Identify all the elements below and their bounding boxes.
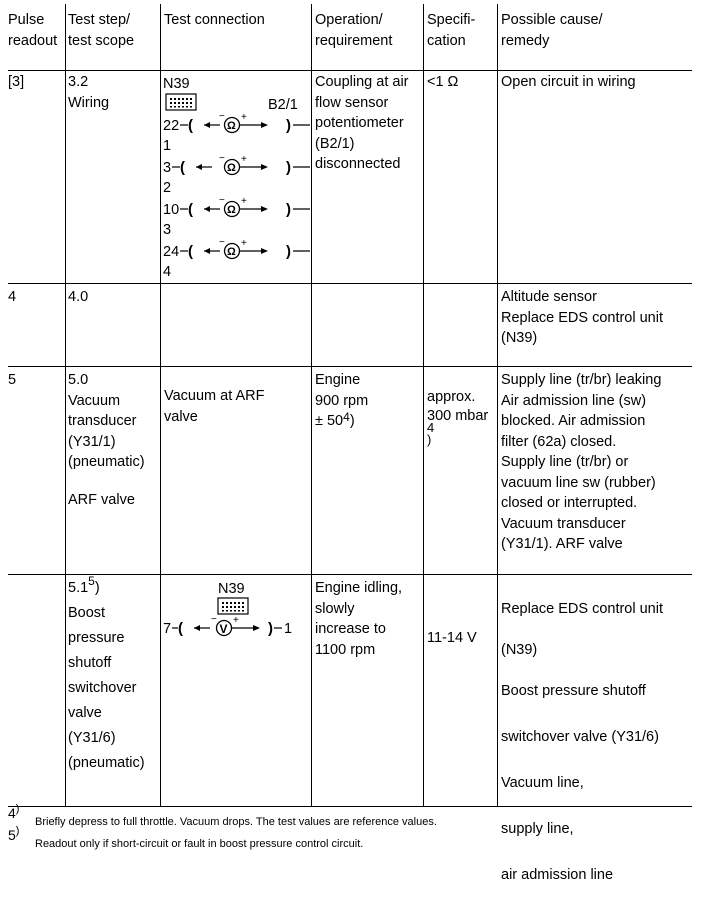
row3-test-step: 5.0 Vacuum transducer (Y31/1) (pneumatic) xyxy=(68,372,145,470)
header-pulse-readout: Pulse readout xyxy=(8,12,58,49)
pin-measurement-row xyxy=(163,111,310,154)
row1-possible-cause: Open circuit in wiring xyxy=(501,74,636,90)
column-divider xyxy=(497,4,498,806)
row3-operation xyxy=(315,370,368,432)
sensor-label: B2/1 xyxy=(268,97,298,113)
probe-right-icon: ) xyxy=(268,620,273,637)
arrow-left-icon xyxy=(204,206,210,212)
footnote-number xyxy=(8,825,20,844)
row1-test-step: 3.2 Wiring xyxy=(68,74,110,111)
row3-operation-footnote-ref: 4 xyxy=(343,410,350,424)
plus-sign: + xyxy=(241,196,247,207)
row4-cause-line: (N39) xyxy=(501,641,538,658)
arrow-left-icon xyxy=(204,248,210,254)
pin-measurement-row xyxy=(163,195,310,238)
probe-left-icon: ( xyxy=(180,159,185,176)
row4-cause-line: switchover valve (Y31/6) xyxy=(501,728,659,745)
arrow-right-icon xyxy=(261,248,268,254)
control-unit-connector-icon xyxy=(218,598,248,614)
header-test-step: Test step/ test scope xyxy=(68,12,135,49)
sensor-pin-label: 4 xyxy=(163,264,172,280)
control-unit-label: N39 xyxy=(218,581,245,597)
row4-cause-line: Replace EDS control unit xyxy=(501,600,663,617)
unit-pin-label: 10 xyxy=(163,202,180,218)
plus-sign: + xyxy=(241,112,247,123)
plus-sign: + xyxy=(241,238,247,249)
control-unit-connector-icon xyxy=(166,94,196,110)
row-divider xyxy=(8,283,692,284)
row3-test-connection: Vacuum at ARF valve xyxy=(164,388,265,425)
voltmeter-symbol: V xyxy=(219,622,228,636)
pin-measurement-row xyxy=(163,153,310,196)
right-pin-label: 1 xyxy=(284,621,293,637)
row4-step-footnote-ref: 5 xyxy=(88,574,95,588)
probe-left-icon: ( xyxy=(188,243,193,260)
ohmmeter-symbol: Ω xyxy=(227,204,236,216)
probe-left-icon: ( xyxy=(188,117,193,134)
header-specification: Specifi- cation xyxy=(427,12,476,49)
row4-cause-line: Vacuum line, xyxy=(501,774,584,791)
minus-sign: − xyxy=(211,614,217,625)
row4-operation: Engine idling, slowly increase to 1100 rpm xyxy=(315,580,403,658)
minus-sign: − xyxy=(219,195,225,206)
row2-pulse: 4 xyxy=(8,289,17,305)
footnotes xyxy=(8,803,698,850)
row3-specification xyxy=(427,388,488,446)
control-unit-label: N39 xyxy=(163,76,190,92)
row3-operation-footnote-paren: ) xyxy=(349,413,355,429)
column-divider xyxy=(65,4,66,806)
header-possible-cause: Possible cause/ remedy xyxy=(501,12,603,49)
sensor-pin-label: 3 xyxy=(163,222,172,238)
row2-test-step: 4.0 xyxy=(68,289,89,305)
footnote-4 xyxy=(8,803,698,828)
probe-right-icon: ) xyxy=(286,201,291,218)
footnote-number xyxy=(8,803,20,822)
row4-cause-line: Boost pressure shutoff xyxy=(501,682,646,699)
arrow-right-icon xyxy=(261,122,268,128)
minus-sign: − xyxy=(219,111,225,122)
row4-possible-cause xyxy=(501,578,663,906)
arrow-right-icon xyxy=(261,164,268,170)
column-divider xyxy=(311,4,312,806)
footnote-number-paren: ) xyxy=(15,825,20,837)
arrow-right-icon xyxy=(253,625,260,631)
arrow-right-icon xyxy=(261,206,268,212)
unit-pin-label: 3 xyxy=(163,160,172,176)
row4-step-body: Boost pressure shutoff switchover valve (Y31/6) (pneumatic) xyxy=(68,605,145,771)
footnote-5 xyxy=(8,825,698,850)
footnote-number-paren: ) xyxy=(15,803,20,815)
arrow-left-icon xyxy=(194,625,200,631)
probe-right-icon: ) xyxy=(286,117,291,134)
header-operation: Operation/ requirement xyxy=(315,12,393,49)
row1-operation: Coupling at air flow sensor potentiometer (B2/1) disconnected xyxy=(315,74,409,172)
arrow-left-icon xyxy=(196,164,202,170)
ohmmeter-symbol: Ω xyxy=(227,120,236,132)
probe-right-icon: ) xyxy=(286,243,291,260)
header-test-connection: Test connection xyxy=(164,12,265,28)
row-divider xyxy=(8,574,692,575)
ohmmeter-symbol: Ω xyxy=(227,246,236,258)
column-divider xyxy=(160,4,161,806)
ohmmeter-symbol: Ω xyxy=(227,162,236,174)
unit-pin-label: 24 xyxy=(163,244,180,260)
row-divider xyxy=(8,366,692,367)
plus-sign: + xyxy=(233,615,239,626)
minus-sign: − xyxy=(219,237,225,248)
row4-test-step xyxy=(68,576,145,776)
row3-test-step-arf: ARF valve xyxy=(68,492,135,508)
footnote-number-digit: 5 xyxy=(8,827,16,843)
footnote-text: Readout only if short-circuit or fault in boost pressure control circuit. xyxy=(35,838,364,850)
pin-measurement-row xyxy=(163,237,310,280)
unit-pin-label: 22 xyxy=(163,118,180,134)
arrow-left-icon xyxy=(204,122,210,128)
plus-sign: + xyxy=(241,154,247,165)
row3-pulse: 5 xyxy=(8,372,17,388)
row3-possible-cause: Supply line (tr/br) leaking Air admission line (sw) blocked. Air admission filter (62a) closed. Supply line (tr/br) or vacuum line sw (rubber) closed or interrupted. Vacuum transducer (Y31/1). ARF valve xyxy=(501,372,662,552)
ohmmeter-wiring-diagram xyxy=(162,72,310,282)
voltmeter-diagram xyxy=(162,578,310,638)
row1-specification: <1 Ω xyxy=(427,74,459,90)
left-pin-label: 7 xyxy=(163,621,172,637)
probe-right-icon: ) xyxy=(286,159,291,176)
column-divider xyxy=(423,4,424,806)
row4-cause-line: air admission line xyxy=(501,866,614,883)
row3-specification-text: approx. 300 mbar xyxy=(427,389,489,424)
sensor-pin-label: 1 xyxy=(163,138,172,154)
probe-left-icon: ( xyxy=(178,620,183,637)
row-divider xyxy=(8,70,692,71)
row3-specification-footnote-ref: 4 xyxy=(427,420,435,435)
footnote-number-digit: 4 xyxy=(8,805,16,821)
row3-operation-text: Engine 900 rpm ± 50 xyxy=(315,372,369,429)
footnote-text: Briefly depress to full throttle. Vacuum drops. The test values are reference values. xyxy=(35,816,437,828)
row2-possible-cause: Altitude sensor Replace EDS control unit (N39) xyxy=(501,289,663,346)
sensor-pin-label: 2 xyxy=(163,180,172,196)
row4-specification: 11-14 V xyxy=(427,630,477,646)
probe-left-icon: ( xyxy=(188,201,193,218)
minus-sign: − xyxy=(219,153,225,164)
row4-step-number: 5.1 xyxy=(68,580,89,596)
row1-pulse: [3] xyxy=(8,74,25,90)
row4-step-footnote-paren: ) xyxy=(94,580,100,596)
row3-specification-footnote-paren: ) xyxy=(427,432,432,447)
row4-cause-line: supply line, xyxy=(501,820,574,837)
